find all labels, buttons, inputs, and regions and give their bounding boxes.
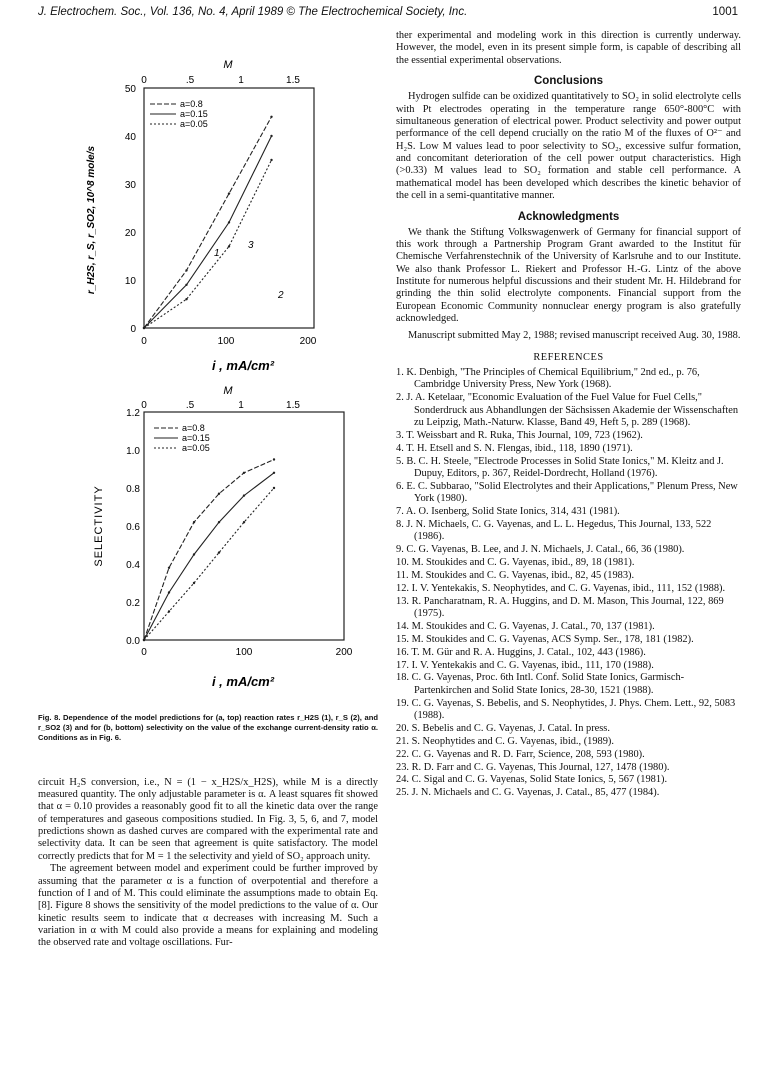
curve-labels [214, 240, 284, 301]
series-point [218, 521, 220, 523]
top-tick: 0 [141, 75, 147, 86]
reference-item: 1. K. Denbigh, "The Principles of Chemical Equilibrium," 2nd ed., p. 76, Cambridge University Press, New York (1968). [396, 366, 700, 391]
y-tick: 20 [124, 228, 136, 239]
legend-label: a=0.15 [182, 433, 210, 443]
y-tick: 0.8 [126, 484, 140, 495]
reference-item: 4. T. H. Etsell and S. N. Flengas, ibid., 118, 1890 (1971). [396, 442, 633, 454]
left-column [38, 30, 378, 950]
page-number: 1001 [712, 6, 738, 18]
reference-item: 25. J. N. Michaels and C. G. Vayenas, J. Catal., 85, 477 (1984). [396, 787, 660, 799]
legend-label: a=0.05 [180, 119, 208, 129]
series-line [144, 488, 274, 640]
y-tick: 1.0 [126, 446, 140, 457]
series-point [273, 458, 275, 460]
y-tick: 0.2 [126, 598, 140, 609]
figure-8b [38, 384, 378, 704]
series-line [144, 473, 274, 640]
series-point [270, 135, 272, 137]
series-point [185, 284, 187, 286]
top-axis-ticks [141, 400, 300, 411]
reference-item: 7. A. O. Isenberg, Solid State Ionics, 314, 431 (1981). [396, 506, 620, 517]
bottom-curves [143, 458, 275, 641]
top-tick: 0 [141, 400, 147, 411]
curve-label: 1 [214, 248, 220, 259]
reference-item: 24. C. Sigal and C. G. Vayenas, Solid State Ionics, 5, 567 (1981). [396, 774, 668, 786]
y-axis-ticks [125, 84, 137, 335]
x-tick: 100 [217, 336, 235, 347]
right-column [396, 30, 741, 800]
top-axis-title: M [223, 385, 233, 397]
references-list [396, 367, 741, 800]
x-axis-ticks [141, 336, 317, 347]
series-point [228, 221, 230, 223]
acknowledgments-text: We thank the Stiftung Volkswagenwerk of Germany for financial support of this work through a Partnership Program Grant awarded to the Institut für Chemische Verfahrenstechnik of the University of Karlsruhe and to our Institute. We also thank Professor L. Riekert and Professor H.-G. Lintz of the above Institute for numerous helpful discussions and their student Mr. H. Hildebrand for grinding the thin solid electrolyte components. Financial support from the European Economic Community nonnuclear energy program is also gratefully acknowledged. [396, 226, 741, 325]
curve-label: 2 [278, 290, 284, 301]
legend-label: a=0.8 [182, 423, 205, 433]
top-axis-title: M [223, 59, 233, 71]
right-paragraph-0: ther experimental and modeling work in this direction is currently underway. However, the model, even in its present simple form, is capable of describing all the essential experimental observations. [396, 30, 741, 66]
series-point [273, 487, 275, 489]
series-point [168, 591, 170, 593]
reference-item: 6. E. C. Subbarao, "Solid Electrolytes and their Applications," Plenum Press, New York (1980). [396, 480, 738, 505]
reference-item: 5. B. C. H. Steele, "Electrode Processes in Solid State Ionics," M. Kleitz and J. Dupuy, Editors, p. 367, Reidel-Dordrecht, Holland (1976). [396, 455, 724, 479]
references-heading: REFERENCES [533, 351, 604, 363]
y-tick: 1.2 [126, 408, 140, 419]
reference-item: 13. R. Pancharatnam, R. A. Huggins, and D. M. Mason, This Journal, 122, 869 (1975). [396, 595, 724, 619]
y-axis-ticks [126, 408, 140, 647]
x-tick: 200 [299, 336, 317, 347]
series-point [273, 472, 275, 474]
reference-item: 18. C. G. Vayenas, Proc. 6th Intl. Conf. Solid State Ionics, Garmisch-Partenkirchen and Solid State Ionics, 28-30, 1521 (1988). [396, 672, 685, 696]
reference-item: 3. T. Weissbart and R. Ruka, This Journal, 109, 723 (1962). [396, 429, 643, 441]
legend-label: a=0.05 [182, 443, 210, 453]
top-tick: 1.5 [286, 75, 300, 86]
conclusions-text: Hydrogen sulfide can be oxidized quantitatively to SO₂ in solid electrolyte cells with Pt electrodes operating in the temperature range 650°-800°C with simultaneous generation of electrical power. Product selectivity and power output performance of the cell depend crucially on the ratio M of the fluxes of O²⁻ and H₂S. Low M values lead to poor selectivity to SO₂, excessive sulfur formation, and concomitant deterioration of the cell power output characteristics. High (>0.33) M values lead to SO₂ formation and stable cell performance. A mathematical model has been developed which describes the kinetic behavior of the cell in a semi-quantitative manner. [396, 91, 741, 202]
reference-item: 22. C. G. Vayenas and R. D. Farr, Science, 208, 593 (1980). [396, 748, 645, 760]
y-tick: 30 [124, 180, 136, 191]
top-axis-ticks [141, 75, 300, 86]
series-point [228, 192, 230, 194]
series-line [144, 117, 272, 328]
series-point [270, 159, 272, 161]
series-point [243, 494, 245, 496]
series-point [270, 116, 272, 118]
figure-caption: Fig. 8. Dependence of the model predictions for (a, top) reaction rates r_H2S (1), r_S (2), and r_SO2 (3) and for (b, bottom) selectivity on the value of the exchange current-density ratio α. Conditions as in Fig. 6. [38, 713, 378, 742]
y-tick: 40 [124, 132, 136, 143]
reference-item: 11. M. Stoukides and C. G. Vayenas, ibid., 82, 45 (1983). [396, 569, 635, 581]
top-tick: 1.5 [286, 400, 300, 411]
conclusions-heading: Conclusions [533, 75, 603, 88]
left-paragraph-2: The agreement between model and experiment could be further improved by assuming that the parameter α is a function of overpotential and therefore a function of I and of M. This could eliminate the assumptions made to obtain Eq. [8]. Figure 8 shows the sensitivity of the model predictions to the value of α. Our kinetic results seem to indicate that α decreases with increasing M. Such a variation in α with M could also provide a means for explaining and modeling the observed rate and voltage oscillations. Fur- [38, 863, 378, 949]
series-point [243, 472, 245, 474]
y-tick: 0.0 [126, 636, 140, 647]
series-point [143, 639, 145, 641]
series-point [218, 493, 220, 495]
top-tick: 1 [238, 75, 244, 86]
plot-frame [144, 88, 314, 328]
legend [150, 99, 208, 129]
x-tick: 100 [235, 647, 253, 658]
reference-item: 17. I. V. Yentekakis and C. G. Vayenas, ibid., 111, 170 (1988). [396, 659, 654, 671]
x-axis-ticks [141, 647, 353, 658]
series-point [185, 269, 187, 271]
series-point [185, 298, 187, 300]
y-axis-label: r_H2S, r_S, r_SO2, 10^8 mole/s [86, 145, 97, 295]
y-tick: 10 [124, 276, 136, 287]
reference-item: 10. M. Stoukides and C. G. Vayenas, ibid., 89, 18 (1981). [396, 557, 635, 568]
series-point [193, 582, 195, 584]
legend [154, 423, 210, 453]
reference-item: 19. C. G. Vayenas, S. Bebelis, and S. Neophytides, J. Phys. Chem. Lett., 92, 5083 (1988). [396, 697, 736, 721]
reference-item: 20. S. Bebelis and C. G. Vayenas, J. Catal. In press. [396, 722, 610, 734]
top-curves [143, 116, 273, 330]
x-tick: 0 [141, 336, 147, 347]
y-tick: 50 [124, 84, 136, 95]
figure-8a [38, 30, 378, 375]
series-point [218, 551, 220, 553]
reference-item: 2. J. A. Ketelaar, "Economic Evaluation of the Fuel Value for Fuel Cells," Sonderdruck aus Abhandlungen der Sächsissen Akademie der Wissenschaften zu Leipzig, Math.-Naturw. Klasse, Band 49, Heft 5, p. 289 (1968). [396, 392, 739, 428]
legend-label: a=0.15 [180, 109, 208, 119]
manuscript-dates: Manuscript submitted May 2, 1988; revised manuscript received Aug. 30, 1988. [408, 329, 741, 341]
top-tick: .5 [185, 400, 195, 411]
series-point [168, 567, 170, 569]
series-point [193, 521, 195, 523]
series-line [144, 460, 274, 641]
y-tick: 0.4 [126, 560, 140, 571]
top-tick: .5 [185, 75, 195, 86]
legend-label: a=0.8 [180, 99, 203, 109]
left-paragraph-1: circuit H₂S conversion, i.e., N = (1 − x_H2S/x_H2S), while M is a directly measured quantity. The only adjustable parameter is α. A least squares fit showed that α = 0.10 provides a reasonably good fit to all the kinetic data over the range of temperatures and gaseous compositions studied. In Fig. 3, 5, 6, and 7, model predictions shown as dashed curves are compared with the experimental rate and selectivity data. It can be seen that agreement is quite satisfactory. The model correctly predicts that for M = 1 the selectivity and yield of SO₂ approach unity. [38, 776, 378, 862]
series-point [168, 610, 170, 612]
top-tick: 1 [238, 400, 244, 411]
y-axis-label: SELECTIVITY [93, 485, 105, 567]
series-point [143, 327, 145, 329]
reference-item: 23. R. D. Farr and C. G. Vayenas, This Journal, 127, 1478 (1980). [396, 761, 670, 773]
series-point [228, 245, 230, 247]
reference-item: 15. M. Stoukides and C. G. Vayenas, ACS Symp. Ser., 178, 181 (1982). [396, 633, 694, 645]
running-header [38, 6, 738, 22]
reference-item: 21. S. Neophytides and C. G. Vayenas, ibid., (1989). [396, 735, 614, 747]
y-tick: 0.6 [126, 522, 140, 533]
acknowledgments-heading: Acknowledgments [517, 210, 620, 223]
series-point [243, 521, 245, 523]
reference-item: 9. C. G. Vayenas, B. Lee, and J. N. Michaels, J. Catal., 66, 36 (1980). [396, 544, 685, 556]
journal-citation: J. Electrochem. Soc., Vol. 136, No. 4, April 1989 © The Electrochemical Society, Inc. [38, 6, 468, 18]
reference-item: 8. J. N. Michaels, C. G. Vayenas, and L. L. Hegedus, This Journal, 133, 522 (1986). [396, 518, 712, 543]
reference-item: 16. T. M. Gür and R. A. Huggins, J. Catal., 102, 443 (1986). [396, 646, 646, 658]
reference-item: 12. I. V. Yentekakis, S. Neophytides, and C. G. Vayenas, ibid., 111, 152 (1988). [396, 582, 726, 594]
x-axis-label: i , mA/cm² [211, 674, 275, 689]
reference-item: 14. M. Stoukides and C. G. Vayenas, J. Catal., 70, 137 (1981). [396, 620, 655, 632]
x-tick: 200 [335, 647, 353, 658]
x-axis-label: i , mA/cm² [211, 358, 275, 373]
series-point [193, 553, 195, 555]
y-tick: 0 [130, 324, 136, 335]
curve-label: 3 [248, 240, 254, 251]
x-tick: 0 [141, 647, 147, 658]
